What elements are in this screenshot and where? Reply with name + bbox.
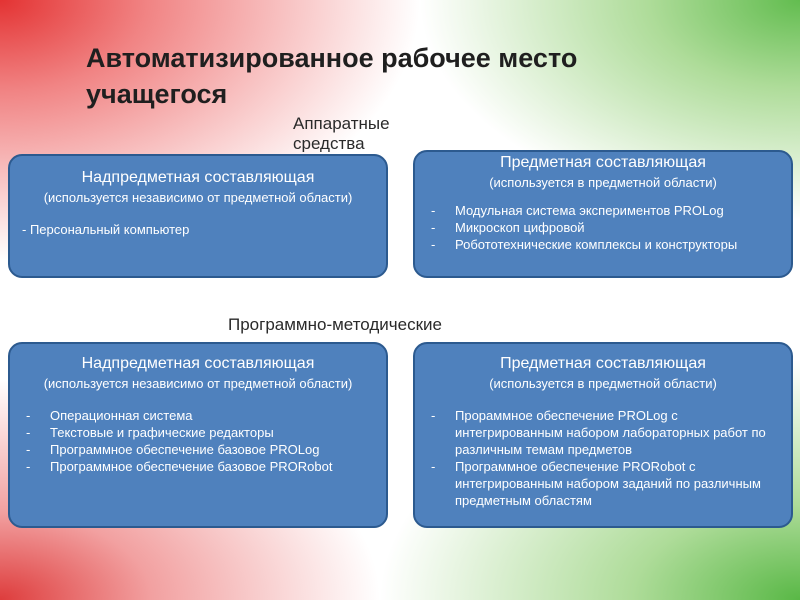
box-subtitle: (используется независимо от предметной области)	[43, 376, 353, 391]
list-item: - Программное обеспечение PRORobot с интегрированным набором заданий по различным предметным областям	[431, 458, 777, 509]
list-item: - Программное обеспечение базовое PROLog	[26, 441, 372, 458]
hardware-general-box	[8, 154, 388, 278]
box-subtitle: (используется в предметной области)	[489, 376, 717, 391]
list-item: - Программное обеспечение базовое PRORobot	[26, 458, 372, 475]
box-heading: Надпредметная составляющая	[81, 169, 315, 186]
slide-title: Автоматизированное рабочее место учащегося	[86, 43, 578, 109]
list-item: - Робототехнические комплексы и конструкторы	[431, 236, 777, 253]
box-subtitle: (используется в предметной области)	[489, 175, 717, 190]
item-list	[10, 407, 386, 475]
item-list	[415, 202, 791, 253]
item-list	[415, 407, 791, 509]
list-item: - Текстовые и графические редакторы	[26, 424, 372, 441]
box-subtitle: (используется независимо от предметной области)	[43, 190, 353, 205]
list-item: - Микроскоп цифровой	[431, 219, 777, 236]
list-item: - Модульная система экспериментов PROLog	[431, 202, 777, 219]
hardware-section-label: Аппаратные средства	[293, 114, 390, 152]
list-item: - Прораммное обеспечение PROLog с интегрированным набором лабораторных работ по различным темам предметов	[431, 407, 777, 458]
box-heading: Предметная составляющая	[500, 154, 706, 171]
hardware-subject-box	[413, 150, 793, 278]
list-item: - Персональный компьютер	[22, 222, 190, 237]
software-section-label: Программно-методические	[228, 315, 442, 334]
box-heading: Предметная составляющая	[500, 355, 706, 372]
software-general-box	[8, 342, 388, 528]
list-item: - Операционная система	[26, 407, 372, 424]
software-subject-box	[413, 342, 793, 528]
box-heading: Надпредметная составляющая	[81, 355, 315, 372]
